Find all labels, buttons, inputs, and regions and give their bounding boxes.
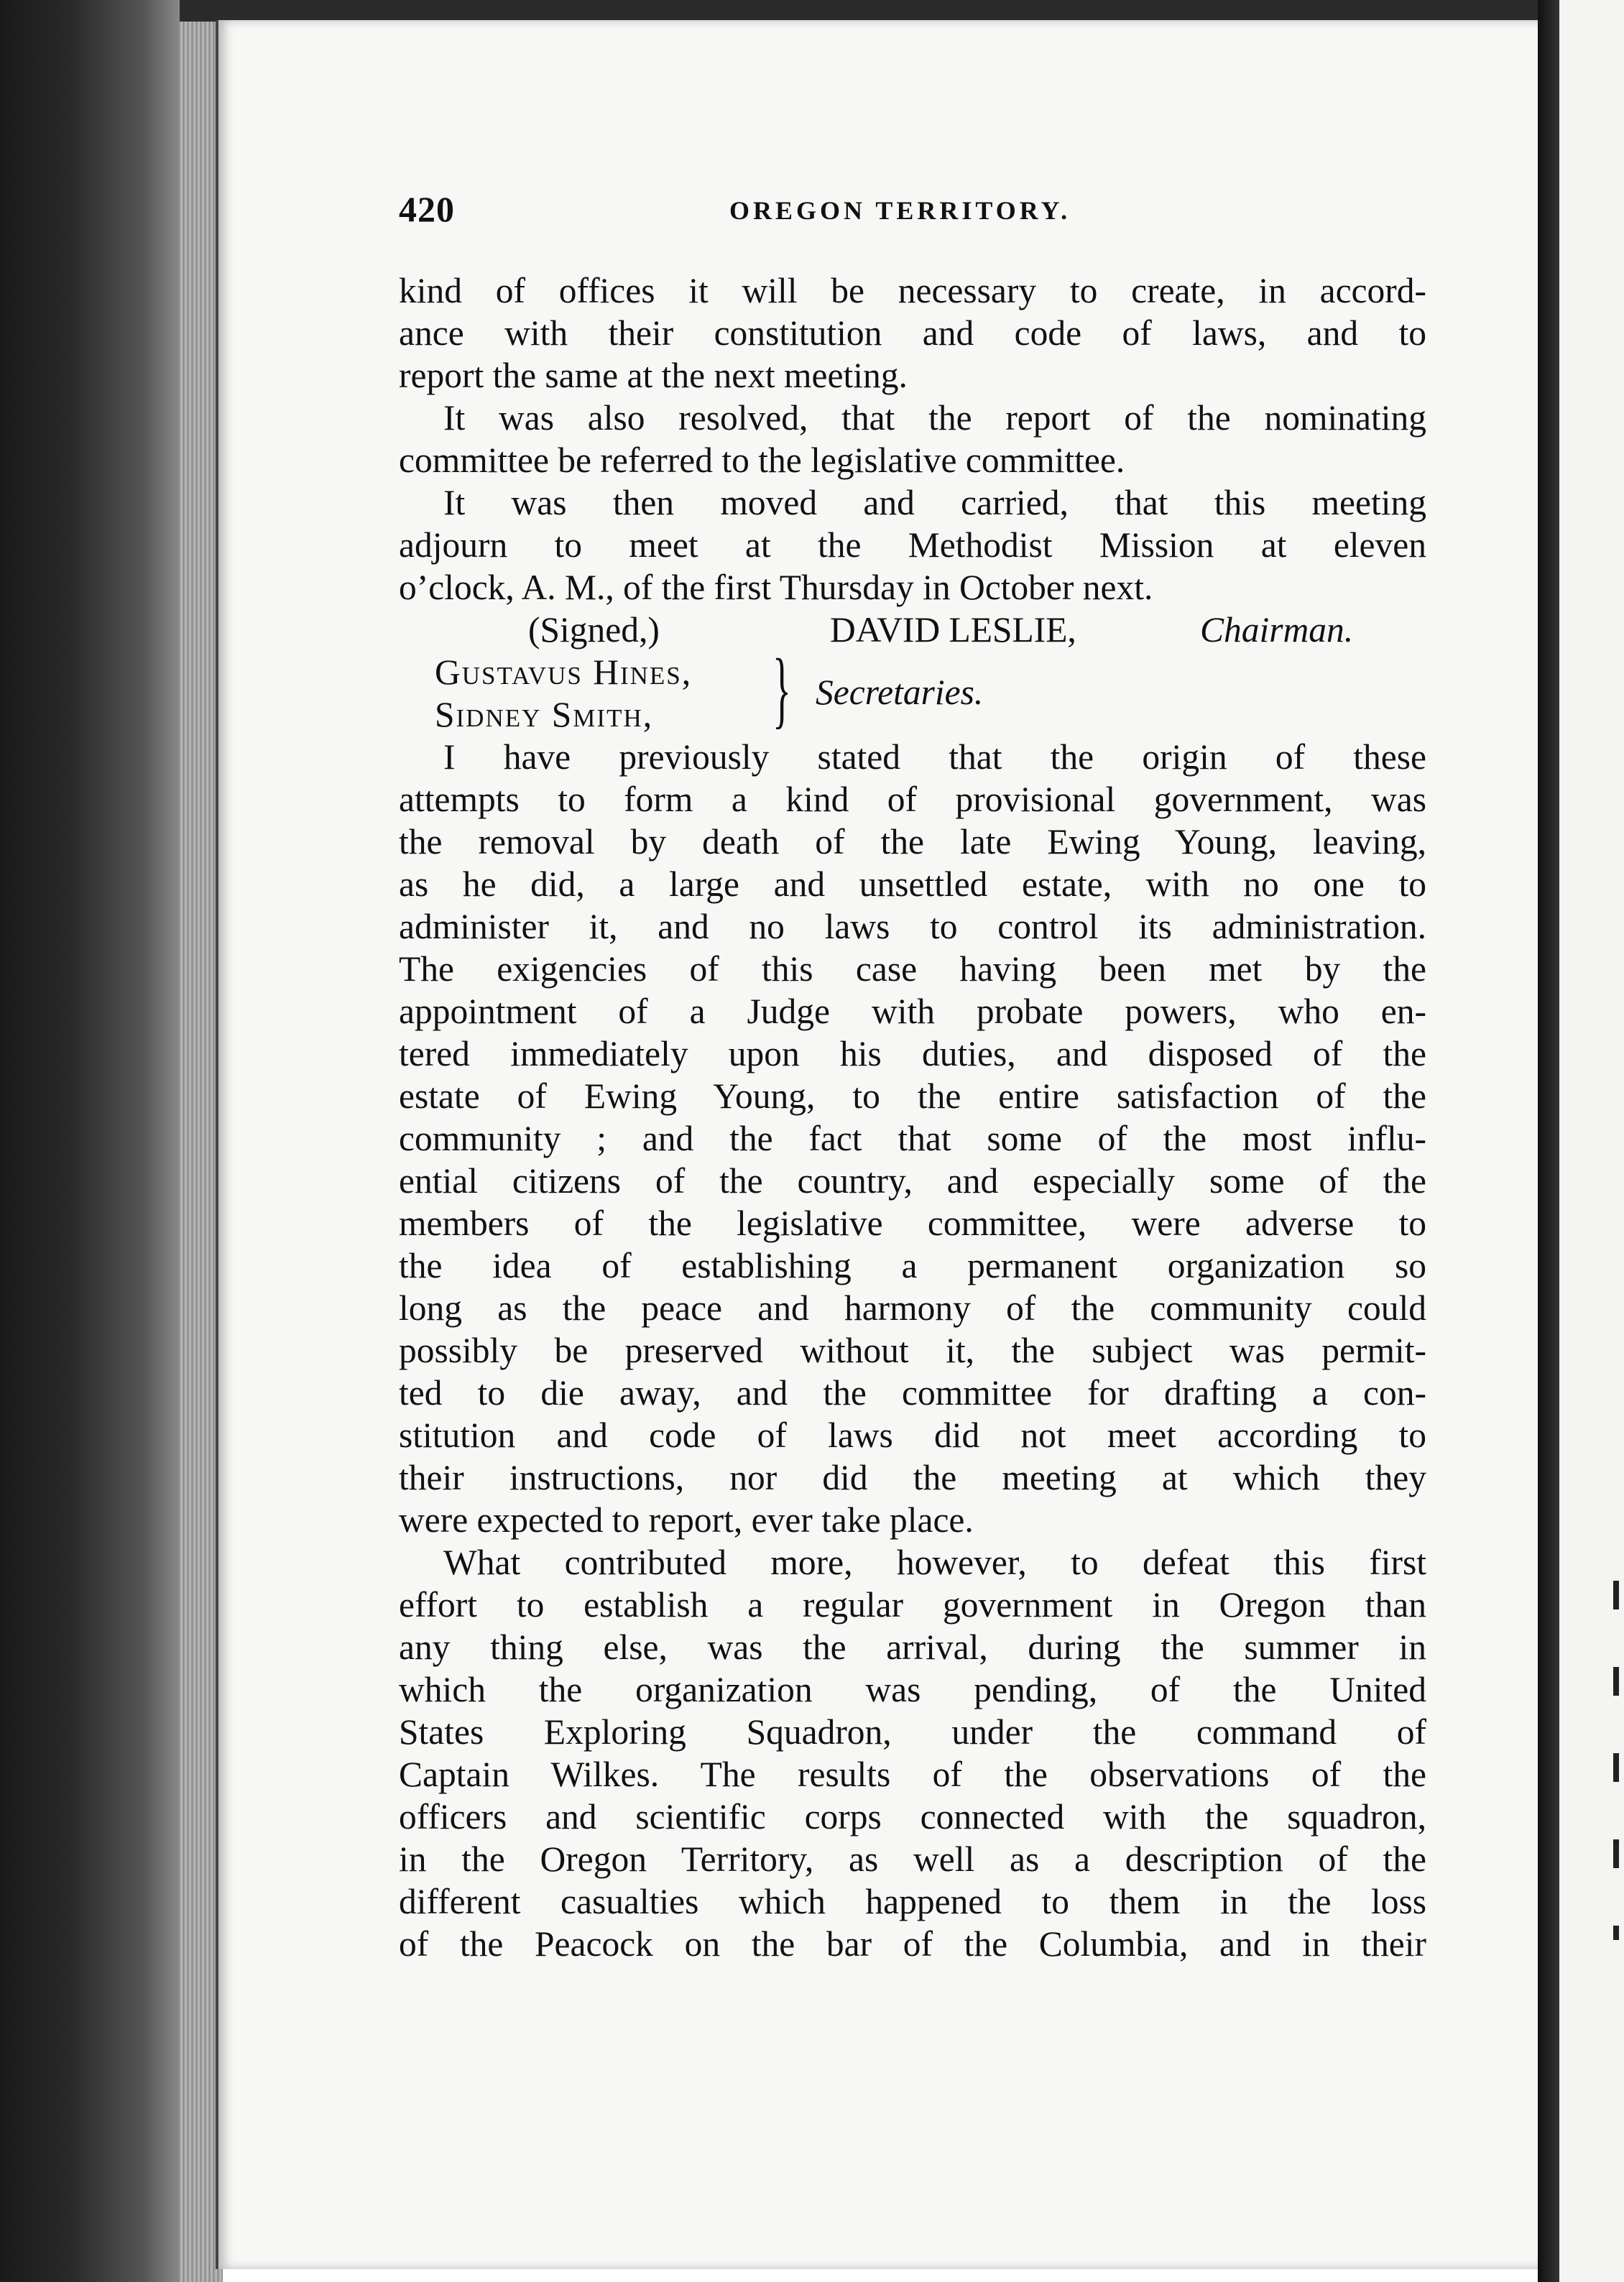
text-line: members of the legislative committee, were adverse to	[399, 1204, 1426, 1243]
text-line: It was then moved and carried, that this meeting	[443, 483, 1426, 522]
text-line: adjourn to meet at the Methodist Mission at eleven	[399, 525, 1426, 565]
text-line: in the Oregon Territory, as well as a description of the	[399, 1839, 1426, 1879]
text-line: kind of offices it will be necessary to create, in accord-	[399, 271, 1426, 310]
brace-glyph: }	[772, 641, 791, 736]
text-line: appointment of a Judge with probate powers, who en-	[399, 992, 1426, 1031]
text-line: as he did, a large and unsettled estate, with no one to	[399, 864, 1426, 904]
text-line: possibly be preserved without it, the subject was permit-	[399, 1331, 1426, 1370]
text-line: officers and scientific corps connected with the squadron,	[399, 1797, 1426, 1837]
text-line: I have previously stated that the origin of these	[443, 737, 1426, 777]
text-line: stitution and code of laws did not meet according to	[399, 1415, 1426, 1455]
text-line: The exigencies of this case having been met by the	[399, 949, 1426, 989]
text-line: ance with their constitution and code of laws, and to	[399, 313, 1426, 353]
text-line: ted to die away, and the committee for drafting a con-	[399, 1373, 1426, 1413]
secretaries-role: Secretaries.	[816, 673, 984, 712]
text-line: different casualties which happened to them in the loss	[399, 1882, 1426, 1921]
text-line: estate of Ewing Young, to the entire satisfaction of the	[399, 1076, 1426, 1116]
text-line: What contributed more, however, to defeat this first	[443, 1543, 1426, 1582]
text-line: the removal by death of the late Ewing Young, leaving,	[399, 822, 1426, 861]
text-line: effort to establish a regular government in Oregon than	[399, 1585, 1426, 1625]
secretary-name: Sidney Smith,	[435, 695, 654, 734]
body-text	[399, 269, 1426, 1965]
chairman-role: Chairman.	[1200, 610, 1354, 650]
text-line: Captain Wilkes. The results of the observations of the	[399, 1755, 1426, 1794]
page-header	[399, 188, 1426, 231]
secretary-name: Gustavus Hines,	[435, 652, 693, 692]
text-line: of the Peacock on the bar of the Columbia, and in their	[399, 1924, 1426, 1964]
text-line: community ; and the fact that some of the most influ-	[399, 1119, 1426, 1158]
text-line: were expected to report, ever take place.	[399, 1500, 974, 1540]
book-spine	[0, 0, 180, 2282]
text-line: their instructions, nor did the meeting at which they	[399, 1458, 1426, 1497]
secretaries-block	[399, 641, 1426, 736]
text-line: administer it, and no laws to control its administration.	[399, 907, 1426, 946]
running-head: OREGON TERRITORY.	[729, 196, 1071, 225]
text-line: tered immediately upon his duties, and disposed of the	[399, 1034, 1426, 1073]
gutter-edge	[1538, 0, 1559, 2282]
signed-label: (Signed,)	[528, 610, 660, 650]
text-line: o’clock, A. M., of the first Thursday in October next.	[399, 568, 1153, 607]
text-line: attempts to form a kind of provisional government, was	[399, 780, 1426, 819]
text-line: which the organization was pending, of the United	[399, 1670, 1426, 1709]
text-line: States Exploring Squadron, under the command of	[399, 1712, 1426, 1752]
page-number: 420	[399, 189, 455, 229]
text-line: report the same at the next meeting.	[399, 356, 908, 395]
scan-top-border	[180, 0, 1545, 22]
text-line: committee be referred to the legislative committee.	[399, 440, 1125, 480]
text-line: ential citizens of the country, and especially some of the	[399, 1161, 1426, 1201]
text-line: any thing else, was the arrival, during the summer in	[399, 1627, 1426, 1667]
facing-page-marks	[1613, 1581, 1619, 1940]
text-line: long as the peace and harmony of the community could	[399, 1288, 1426, 1328]
signature-line	[399, 609, 1426, 651]
text-line: It was also resolved, that the report of the nominating	[443, 398, 1426, 438]
chairman-name: DAVID LESLIE,	[830, 610, 1076, 650]
text-line: the idea of establishing a permanent organization so	[399, 1246, 1426, 1285]
